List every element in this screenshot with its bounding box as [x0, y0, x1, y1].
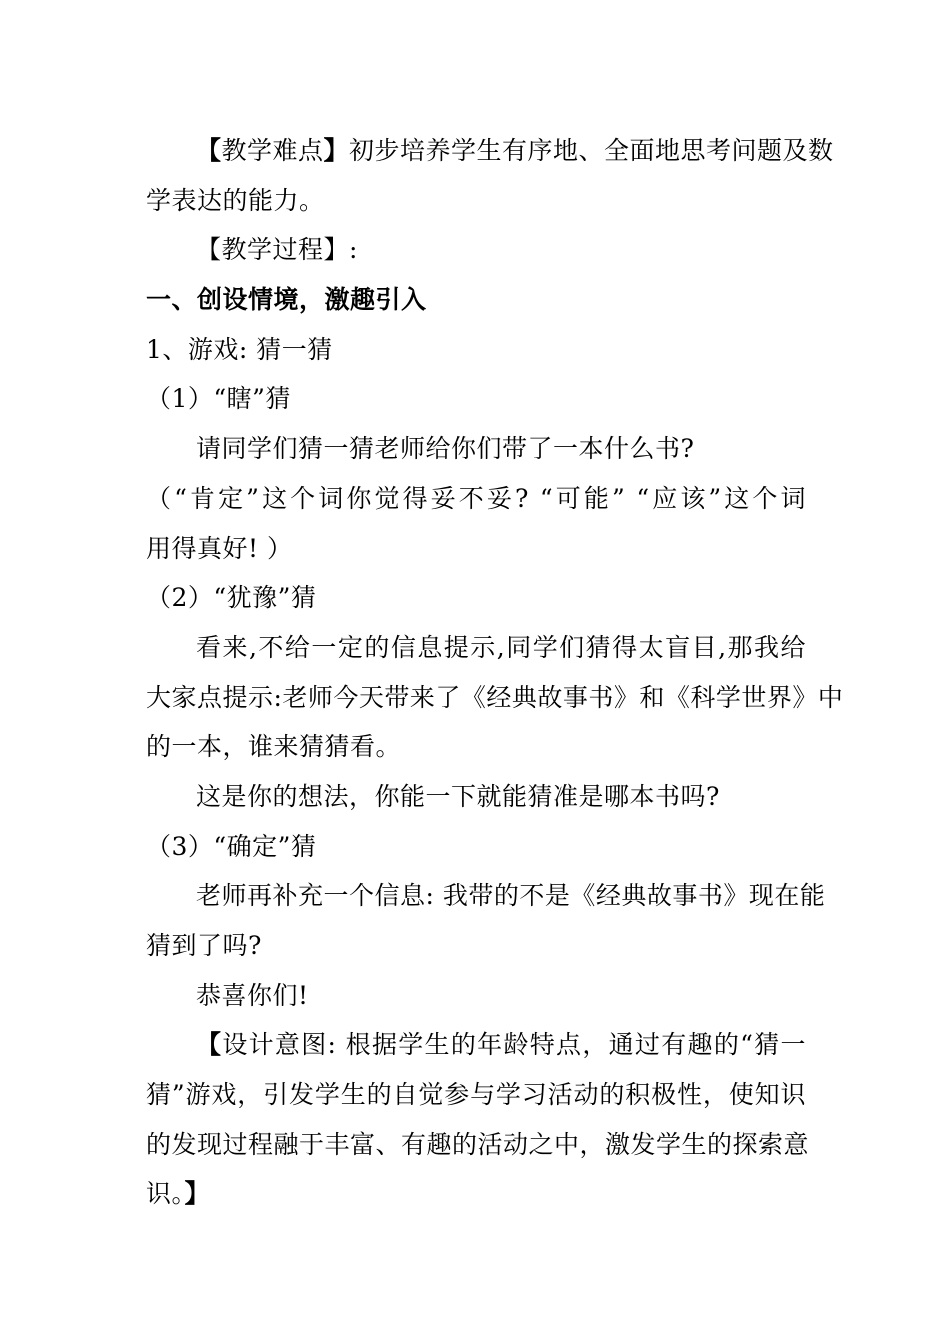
paragraph-line: 猜”游戏，引发学生的自觉参与学习活动的积极性，使知识 — [146, 1080, 806, 1109]
design-intent-text: 设计意图: 根据学生的年龄特点，通过有趣的“猜一 — [222, 1030, 806, 1059]
paragraph-line: （“肯定”这个词你觉得妥不妥? “可能” “应该”这个词 — [146, 484, 806, 513]
paragraph-line: 看来,不给一定的信息提示,同学们猜得太盲目,那我给 — [196, 633, 806, 662]
subsection-heading: 1、游戏: 猜一猜 — [146, 335, 333, 364]
bracket-close: 】 — [323, 136, 350, 165]
paragraph-line: 老师再补充一个信息: 我带的不是《经典故事书》现在能 — [196, 881, 826, 910]
bracket-open: 【 — [196, 1030, 223, 1059]
paragraph-line — [146, 1177, 806, 1211]
paragraph-line: 学表达的能力。 — [146, 186, 325, 215]
design-intent-line — [196, 1028, 806, 1062]
bracket-close: 】 — [184, 1179, 211, 1208]
section-heading: 一、创设情境，激趣引入 — [146, 285, 427, 314]
teaching-difficulty-text: 初步培养学生有序地、全面地思考问题及数 — [349, 136, 834, 165]
paragraph-line: 的发现过程融于丰富、有趣的活动之中，激发学生的探索意 — [146, 1130, 810, 1159]
teaching-process-heading: 【教学过程】: — [196, 235, 358, 264]
teaching-difficulty-heading: 教学难点 — [221, 136, 324, 165]
paragraph-line: 这是你的想法，你能一下就能猜准是哪本书吗? — [196, 782, 720, 811]
paragraph-line: 大家点提示:老师今天带来了《经典故事书》和《科学世界》中 — [146, 683, 844, 712]
item-heading: （2）“犹豫”猜 — [146, 583, 317, 612]
bracket-open: 【 — [196, 136, 222, 165]
item-heading: （3）“确定”猜 — [146, 832, 317, 861]
teaching-difficulty-line — [196, 134, 834, 168]
paragraph-line: 猜到了吗? — [146, 931, 262, 960]
paragraph-line: 的一本，谁来猜猜看。 — [146, 732, 402, 761]
item-heading: （1）“瞎”猜 — [146, 384, 291, 413]
closing-text: 识。 — [146, 1179, 185, 1208]
paragraph-line: 请同学们猜一猜老师给你们带了一本什么书? — [196, 434, 695, 463]
paragraph-line: 用得真好! ） — [146, 534, 293, 563]
paragraph-line: 恭喜你们! — [196, 981, 309, 1010]
